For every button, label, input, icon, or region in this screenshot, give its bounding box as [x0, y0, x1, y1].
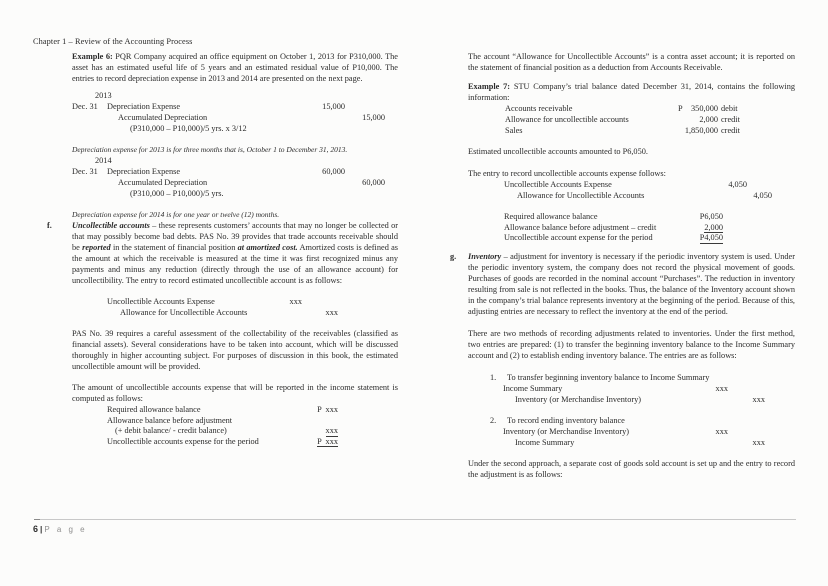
example6-lead: Example 6: — [72, 52, 113, 61]
journal-explanation-line — [72, 123, 398, 134]
computation-label: Uncollectible account expense for the period — [504, 233, 653, 242]
credit-account: Accumulated Depreciation — [118, 113, 208, 122]
page-footer — [33, 524, 87, 535]
currency-symbol: P — [678, 104, 683, 113]
debit-account: Uncollectible Accounts Expense — [107, 297, 215, 306]
credit-account: Accumulated Depreciation — [118, 178, 208, 187]
computation-block — [72, 404, 398, 446]
inventory-entry-2 — [468, 415, 795, 448]
debit-amount: xxx — [715, 383, 728, 393]
credit-account: Inventory (or Merchandise Inventory) — [515, 394, 642, 404]
journal-explanation-line — [72, 188, 398, 199]
credit-amount: 4,050 — [753, 191, 772, 200]
debit-amount: xxx — [289, 297, 302, 306]
computation-label: Uncollectible accounts expense for the period — [107, 436, 259, 446]
journal-year: 2013 — [95, 91, 112, 100]
account-label: Accounts receivable — [505, 104, 573, 113]
computation-label: (+ debit balance/ - credit balance) — [115, 426, 227, 435]
computation-row — [72, 404, 398, 415]
item-g-term: Inventory — [468, 251, 502, 261]
amount-value: P4,050 — [699, 233, 723, 242]
credit-amount: xxx — [752, 394, 765, 404]
item-g-marker: g. — [450, 251, 457, 261]
list-title: To record ending inventory balance — [507, 415, 625, 425]
computation-row — [72, 436, 398, 447]
entry-credit-line — [468, 190, 795, 201]
journal-year: 2014 — [95, 156, 112, 165]
journal-debit-line — [72, 101, 398, 112]
chapter-header: Chapter 1 – Review of the Accounting Process — [33, 37, 193, 46]
trial-balance — [468, 103, 795, 136]
right-column — [450, 51, 795, 480]
entry-credit-line — [468, 394, 795, 405]
item-f-term: Uncollectible accounts — [72, 221, 150, 230]
example7-text: STU Company’s trial balance dated December 31, 2014, contains the following information: — [468, 82, 795, 102]
computation-row — [468, 222, 795, 233]
journal-entry-2013 — [72, 90, 398, 134]
example7-paragraph — [468, 81, 795, 103]
left-column — [47, 51, 399, 446]
balance-side: debit — [721, 104, 738, 113]
item-g-text: – adjustment for inventory is necessary if the periodic inventory system is used. Under the periodic inventory system, the company does not record the physical movement of goods. Purchases of goods are recorded in the nominal account “Purchases”. The reduction in inventory resulting from sale is not reflected in the books. Thus, the balance of the Inventory account shown in the company’s trial balance represents inventory at the beginning of the period. Because of this, adjusting entries are necessary to reflect the inventory at the end of the period. — [468, 251, 795, 316]
second-approach-paragraph: Under the second approach, a separate cost of goods sold account is set up and the entry to record the adjustment is as follows: — [468, 458, 795, 479]
item-f-text: Amortized costs is defined as the amount at which the receivable is measured at the time it was first recognized minus any payments and minus any reduction (directly through the use of an allowance account) for uncollectibility. The entry to record estimated uncollectible account is as follows: — [72, 243, 399, 285]
item-f-paragraph — [72, 220, 398, 286]
list-number: 1. — [490, 372, 497, 382]
two-methods-paragraph: There are two methods of recording adjustments related to inventories. Under the first method, two entries are prepared: (1) to transfer the beginning inventory balance to the Income Summary account and (2) to establish ending inventory balance. The entries are as follows: — [468, 328, 795, 360]
account-label: Sales — [505, 126, 523, 135]
debit-account: Uncollectible Accounts Expense — [504, 180, 612, 189]
credit-amount: 15,000 — [362, 113, 385, 122]
computation-block — [468, 211, 795, 243]
entry-intro: The entry to record uncollectible accounts expense follows: — [468, 169, 666, 178]
entry-debit-line — [468, 383, 795, 394]
computation-amount — [648, 222, 723, 233]
amount-value: 2,000 — [704, 222, 723, 232]
debit-amount: 4,050 — [728, 180, 747, 189]
uncollectible-entry — [468, 179, 795, 201]
credit-account: Income Summary — [515, 437, 575, 447]
estimate-entry — [72, 296, 398, 318]
debit-account: Depreciation Expense — [107, 102, 181, 111]
credit-amount: 60,000 — [362, 178, 385, 187]
item-f-marker: f. — [47, 221, 52, 230]
debit-amount: xxx — [715, 426, 728, 436]
computation-amount — [263, 436, 338, 447]
debit-account: Inventory (or Merchandise Inventory) — [503, 426, 630, 436]
account-label: Allowance for uncollectible accounts — [505, 115, 629, 124]
computation-label: Required allowance balance — [107, 405, 201, 414]
computation-amount — [263, 425, 338, 436]
debit-amount: 15,000 — [322, 102, 345, 111]
journal-date: Dec. 31 — [72, 167, 98, 176]
debit-account: Income Summary — [503, 383, 563, 393]
amount-value: P6,050 — [699, 212, 723, 221]
balance-side: credit — [721, 126, 740, 135]
entry-debit-line — [468, 426, 795, 437]
example6-paragraph — [72, 51, 398, 84]
entry-debit-line — [468, 179, 795, 190]
entry-credit-line — [72, 307, 398, 318]
amount-value: P xxx — [317, 405, 338, 414]
account-amount: 350,000 — [691, 104, 718, 113]
credit-account: Allowance for Uncollectible Accounts — [120, 308, 248, 317]
item-f-uncollectible-accounts — [47, 220, 399, 286]
journal-credit-line — [72, 112, 398, 123]
item-g-paragraph — [468, 251, 795, 317]
trial-balance-row — [468, 114, 795, 125]
item-g-inventory — [450, 251, 795, 317]
depreciation-note-2013: Depreciation expense for 2013 is for three months that is, October 1 to December 31, 2013. — [72, 145, 348, 154]
trial-balance-row — [468, 103, 795, 114]
journal-explanation: (P310,000 – P10,000)/5 yrs. x 3/12 — [130, 124, 247, 133]
estimated-amount-paragraph: Estimated uncollectible accounts amounted to P6,050. — [468, 147, 648, 156]
computation-amount — [263, 404, 338, 415]
list-item-title-row — [468, 372, 795, 383]
item-f-emphasis-reported: reported — [82, 243, 111, 252]
example7-lead: Example 7: — [468, 82, 511, 91]
list-title: To transfer beginning inventory balance to Income Summary — [507, 372, 710, 382]
journal-credit-line — [72, 177, 398, 188]
item-f-text: – these represents customers’ accounts that may no longer be collected or that may possibly become bad debts. PAS No. 39 provides that trade accounts receivable should be — [72, 221, 398, 252]
computation-label: Required allowance balance — [504, 212, 598, 221]
computation-amount — [648, 232, 723, 243]
pas39-paragraph: PAS No. 39 requires a careful assessment of the collectability of the receivables (classified as financial assets). Several considerations have to be taken into account, which will be discussed thoroughly in higher accounting subject. For purposes of discussion in this book, the estimated uncollectible amount will be provided. — [72, 329, 398, 371]
balance-side: credit — [721, 115, 740, 124]
computation-label: Allowance balance before adjustment – credit — [504, 222, 657, 232]
account-amount: 1,850,000 — [684, 126, 718, 135]
journal-debit-line — [72, 166, 398, 177]
amount-value: xxx — [325, 426, 338, 435]
computation-row — [468, 232, 795, 243]
amount-value: P xxx — [317, 436, 338, 446]
computation-amount — [648, 211, 723, 222]
inventory-entry-1 — [468, 372, 795, 405]
debit-amount: 60,000 — [322, 167, 345, 176]
item-f-emphasis-amortized-cost: at amortized cost. — [237, 243, 298, 252]
computation-row — [72, 415, 398, 426]
journal-entry-2014 — [72, 155, 398, 199]
trial-balance-row — [468, 125, 795, 136]
journal-explanation: (P310,000 – P10,000)/5 yrs. — [130, 189, 224, 198]
list-item-title-row — [468, 415, 795, 426]
depreciation-note-2014: Depreciation expense for 2014 is for one year or twelve (12) months. — [72, 210, 280, 219]
computation-intro: The amount of uncollectible accounts expense that will be reported in the income statement is computed as follows: — [72, 383, 398, 403]
credit-account: Allowance for Uncollectible Accounts — [517, 191, 645, 200]
page-number: 6 — [33, 524, 39, 534]
computation-row — [72, 425, 398, 436]
journal-date: Dec. 31 — [72, 102, 98, 111]
item-f-text: in the statement of financial position — [110, 243, 238, 252]
example6-text: PQR Company acquired an office equipment on October 1, 2013 for P310,000. The asset has an estimated useful life of 5 years and an estimated residual value of P10,000. The entries to record depreciation expense in 2013 and 2014 are presented on the next page. — [72, 52, 398, 83]
account-amount: 2,000 — [699, 115, 718, 124]
footer-label: P a g e — [44, 525, 88, 534]
list-number: 2. — [490, 415, 497, 425]
entry-debit-line — [72, 296, 398, 307]
debit-account: Depreciation Expense — [107, 167, 181, 176]
entry-credit-line — [468, 437, 795, 448]
computation-label: Allowance balance before adjustment — [107, 415, 233, 425]
credit-amount: xxx — [325, 308, 338, 317]
credit-amount: xxx — [752, 437, 765, 447]
contra-asset-paragraph: The account “Allowance for Uncollectible Accounts” is a contra asset account; it is reported on the statement of financial position as a deduction from Accounts Receivable. — [468, 52, 795, 72]
computation-row — [468, 211, 795, 222]
footer-separator: | — [40, 524, 43, 534]
footer-rule — [34, 519, 796, 520]
